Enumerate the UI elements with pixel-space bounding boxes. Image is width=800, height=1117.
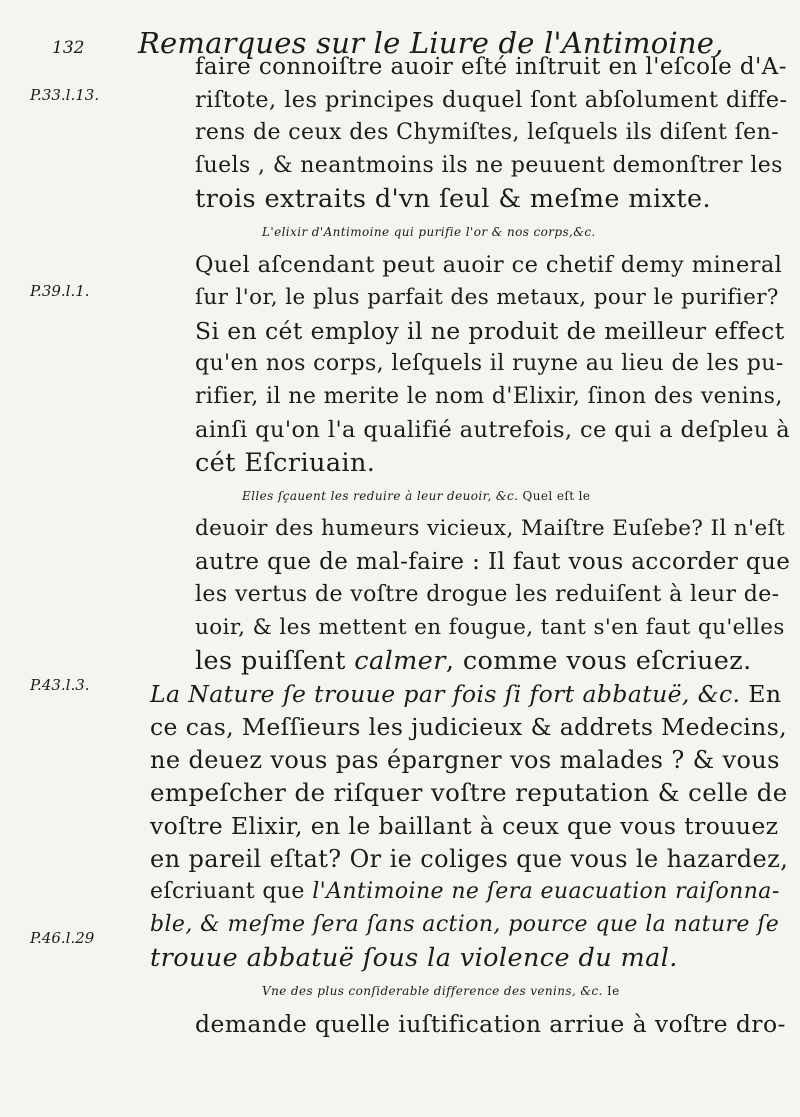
italic-line: trouue abbatuë ſous la violence du mal. (150, 943, 678, 973)
text-line: en pareil eſtat? Or ie coliges que vous le hazardez, (150, 845, 789, 873)
text-line: voſtre Elixir, en le baillant à ceux que vous trouuez (150, 812, 779, 840)
lemma-line (150, 678, 782, 710)
text-run: , comme vous eſcriuez. (445, 646, 752, 676)
text-run: Quel eſt le (518, 489, 591, 503)
text-run: eſcriuant que (150, 879, 313, 904)
running-title: Remarques sur le Liure de l'Antimoine, (138, 26, 724, 60)
text-line (150, 876, 780, 908)
text-line: faire connoiſtre auoir eſté inſtruit en l'eſcole d'A- (195, 54, 787, 80)
lemma: Vne des plus conſiderable difference des venins, &c. (262, 984, 603, 998)
text-line: ne deuez vous pas épargner vos malades ? & vous (150, 746, 780, 774)
text-run: les puiſſent (195, 646, 355, 676)
text-line: demande quelle iuſtification arriue à voſtre dro- (195, 1010, 786, 1038)
margin-reference: P.39.l.1. (30, 282, 90, 300)
text-line: Si en cét employ il ne produit de meilleur effect (195, 317, 785, 345)
text-run: Ie (602, 984, 620, 998)
italic-run: l'Antimoine ne ſera euacuation raiſonna- (312, 879, 780, 904)
lemma: La Nature ſe trouue par fois ſi fort abbatuë, &c. (150, 680, 741, 708)
lemma: L'elixir d'Antimoine qui purifie l'or & nos corps,&c. (262, 225, 596, 239)
text-line: ſur l'or, le plus parfait des metaux, pour le purifier? (195, 285, 779, 310)
lemma-line (262, 216, 800, 248)
margin-reference: P.43.l.3. (30, 676, 90, 694)
lemma-line (242, 480, 800, 512)
text-line: autre que de mal-faire : Il faut vous accorder que (195, 549, 791, 575)
text-line: deuoir des humeurs vicieux, Maiſtre Euſebe? Il n'eſt (195, 516, 786, 541)
text-line: empeſcher de riſquer voſtre reputation & celle de (150, 778, 788, 807)
lemma-line (262, 975, 800, 1007)
text-line: les vertus de voſtre drogue les reduiſent à leur de- (195, 582, 780, 607)
italic-line: ble, & meſme ſera ſans action, pource que la nature ſe (150, 912, 780, 937)
text-run: En (740, 680, 782, 708)
text-line: trois extraits d'vn ſeul & meſme mixte. (195, 184, 711, 214)
text-line: ce cas, Meſſieurs les judicieux & addrets Medecins, (150, 713, 788, 741)
lemma: Elles ſçauent les reduire à leur deuoir, &c. (242, 489, 519, 503)
text-line: uoir, & les mettent en fougue, tant s'en faut qu'elles (195, 615, 785, 640)
text-line: rifier, il ne merite le nom d'Elixir, ſinon des venins, (195, 384, 783, 409)
text-line: rens de ceux des Chymiſtes, leſquels ils diſent ſen- (195, 120, 779, 145)
text-line: cét Eſcriuain. (195, 448, 376, 478)
margin-reference: P.46.l.29 (30, 929, 95, 947)
text-line: ſuels , & neantmoins ils ne peuuent demonſtrer les (195, 153, 783, 178)
italic-run: calmer (354, 646, 446, 676)
text-line (195, 645, 770, 677)
page-number: 132 (52, 38, 85, 58)
text-line: Quel aſcendant peut auoir ce chetif demy mineral (195, 252, 783, 278)
text-line: ainſi qu'on l'a qualifié autrefois, ce qui a deſpleu à (195, 417, 791, 443)
margin-reference: P.33.l.13. (30, 86, 100, 104)
text-line: qu'en nos corps, leſquels il ruyne au lieu de les pu- (195, 351, 784, 376)
text-line: riſtote, les principes duquel ſont abſolument diffe- (195, 87, 788, 113)
